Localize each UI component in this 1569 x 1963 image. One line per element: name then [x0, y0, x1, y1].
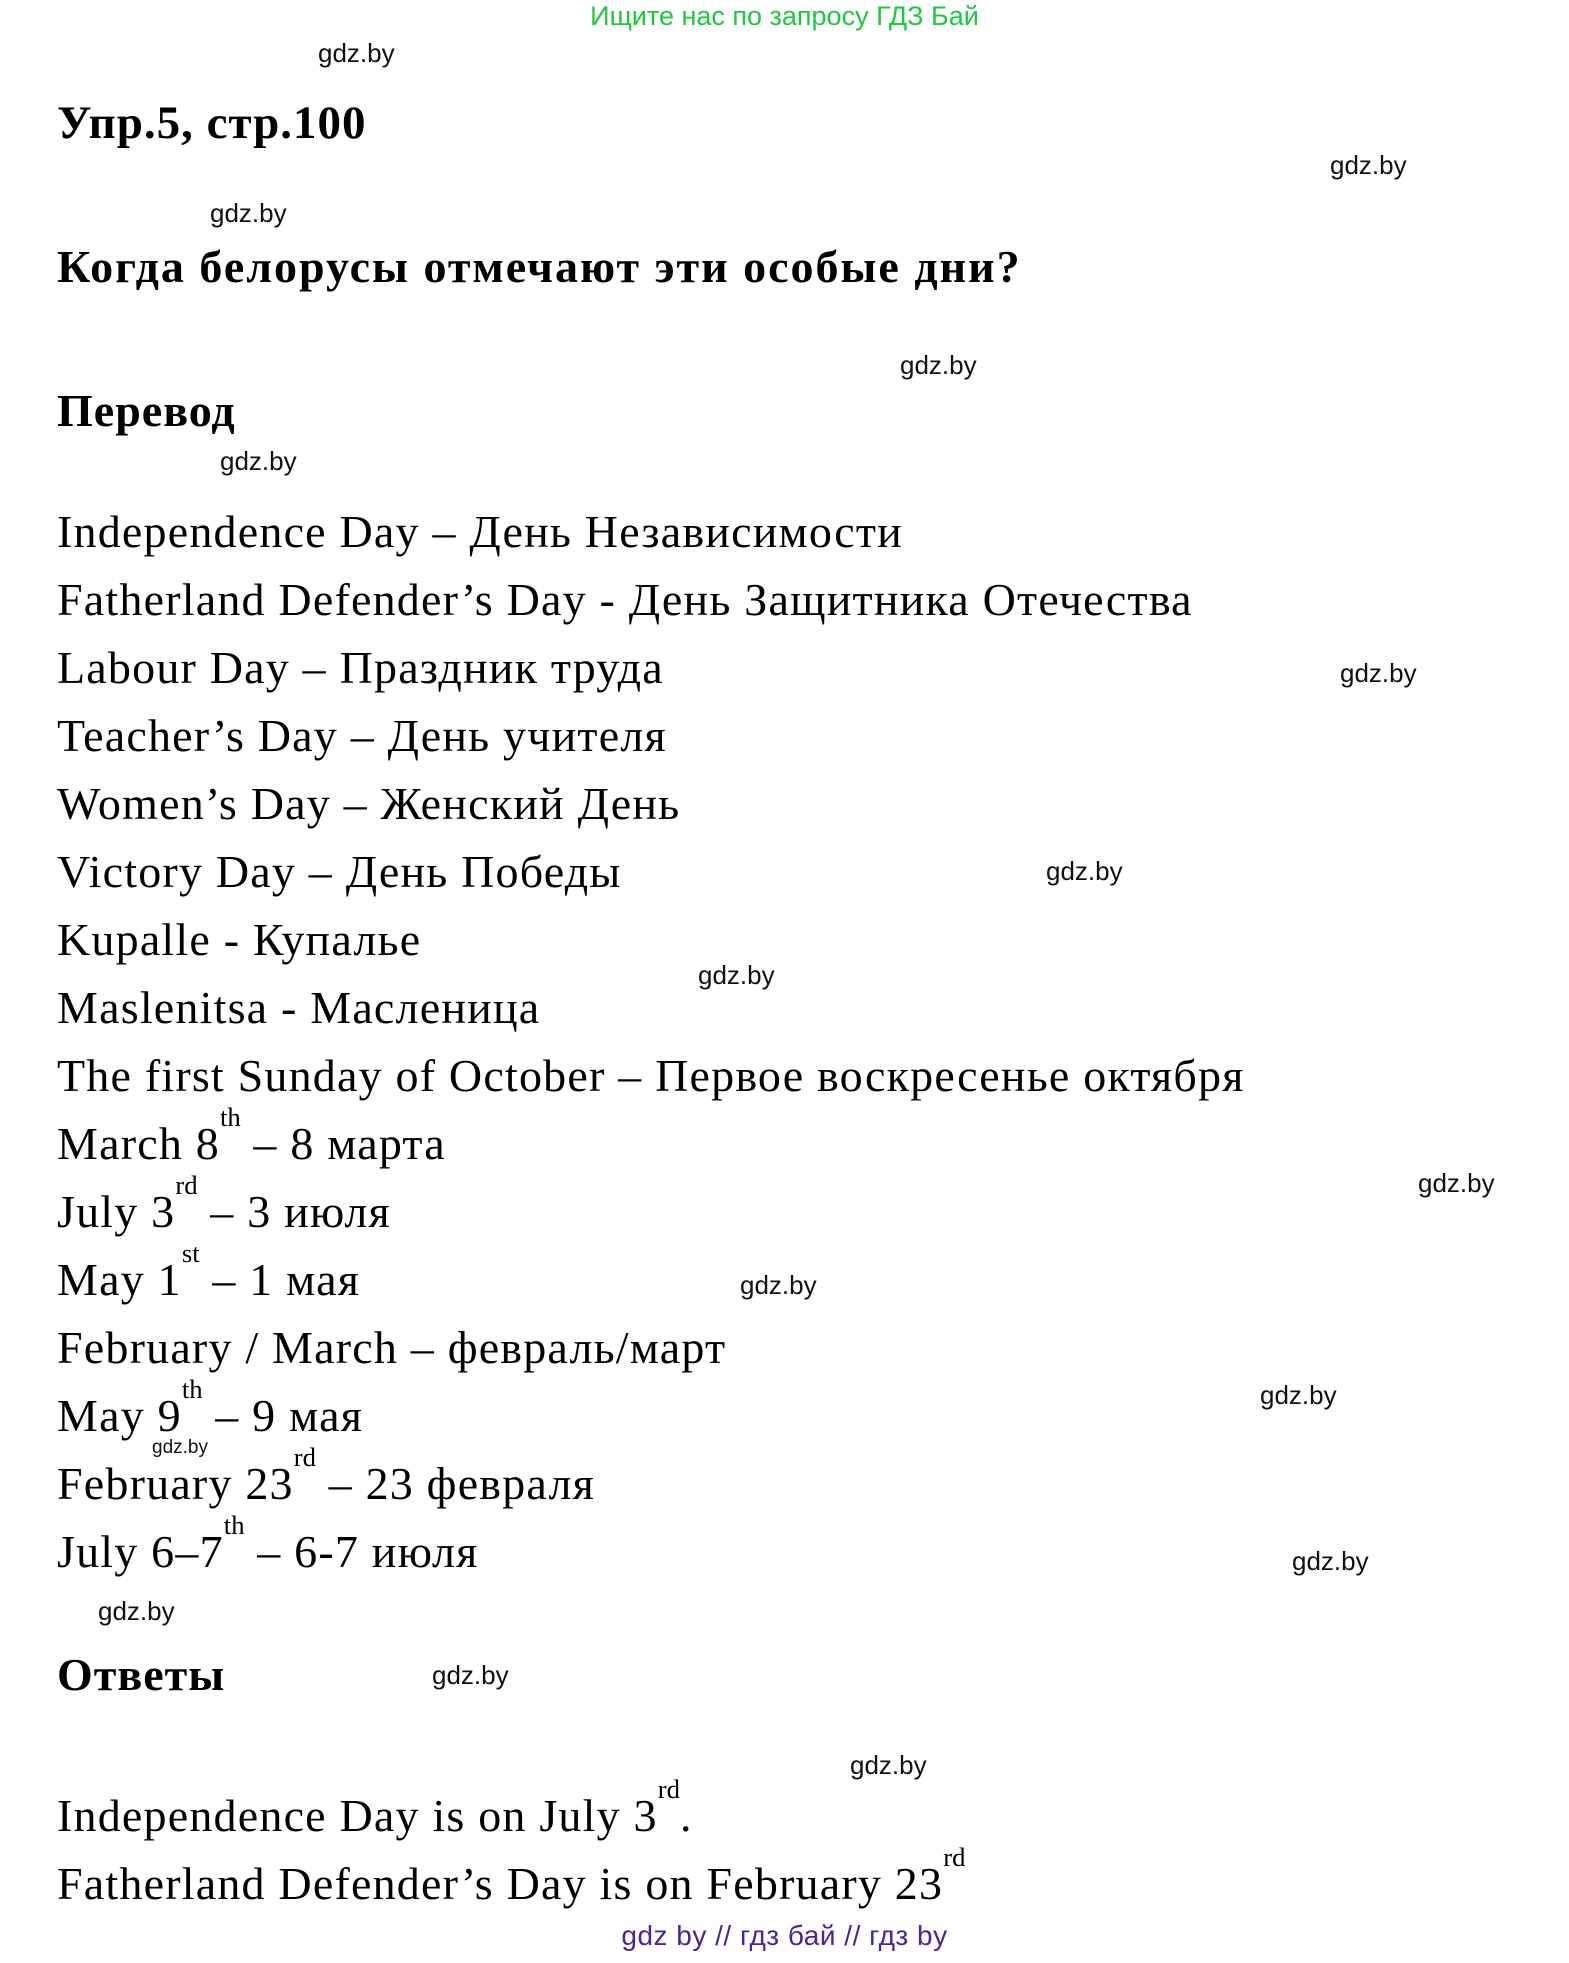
answers-heading: Ответы: [57, 1649, 226, 1700]
text-line: Labour Day – Праздник труда: [57, 642, 664, 693]
gdz-watermark: gdz.by: [698, 960, 775, 990]
gdz-watermark: gdz.by: [850, 1750, 927, 1780]
exercise-heading: Упр.5, стр.100: [57, 97, 367, 149]
gdz-watermark: gdz.by: [1292, 1546, 1369, 1576]
gdz-watermark: gdz.by: [900, 350, 977, 380]
gdz-watermark: gdz.by: [1340, 658, 1417, 688]
text-line: July 3rd – 3 июля: [57, 1170, 391, 1237]
gdz-watermark: gdz.by: [1330, 150, 1407, 180]
gdz-watermark: gdz.by: [1418, 1168, 1495, 1198]
text-line: May 1st – 1 мая: [57, 1238, 361, 1305]
gdz-watermark: gdz.by: [1046, 856, 1123, 886]
gdz-watermark: gdz.by: [220, 446, 297, 476]
gdz-watermark: gdz.by: [318, 38, 395, 68]
text-line: July 6–7th – 6-7 июля: [57, 1510, 479, 1577]
translation-heading: Перевод: [57, 385, 236, 436]
gdz-watermark: gdz.by: [1260, 1380, 1337, 1410]
text-line: Women’s Day – Женский День: [57, 778, 681, 829]
text-line: The first Sunday of October – Первое воскресенье октября: [57, 1050, 1245, 1101]
text-line: Fatherland Defender’s Day - День Защитника Отечества: [57, 574, 1193, 625]
gdz-watermark: gdz.by: [432, 1660, 509, 1690]
gdz-watermark: gdz.by: [98, 1596, 175, 1626]
text-line: Independence Day – День Независимости: [57, 506, 903, 557]
text-line: Fatherland Defender’s Day is on February 23rd: [57, 1842, 966, 1909]
text-line: Victory Day – День Победы: [57, 846, 622, 897]
text-line: Teacher’s Day – День учителя: [57, 710, 667, 761]
translation-list: [57, 498, 1245, 1586]
text-line: March 8th – 8 марта: [57, 1102, 446, 1169]
gdz-watermark: gdz.by: [740, 1270, 817, 1300]
text-line: Kupalle - Купалье: [57, 914, 422, 965]
gdz-watermark: gdz.by: [152, 1437, 208, 1458]
text-line: February 23rd – 23 февраля: [57, 1442, 595, 1509]
gdz-watermark: gdz.by: [210, 198, 287, 228]
footer-links: gdz by // гдз бай // гдз by: [621, 1920, 948, 1951]
text-line: Maslenitsa - Масленица: [57, 982, 541, 1033]
promo-banner: Ищите нас по запросу ГДЗ Бай: [590, 1, 979, 31]
text-line: Independence Day is on July 3rd.: [57, 1774, 693, 1841]
answers-list: [57, 1774, 966, 1918]
question-heading: Когда белорусы отмечают эти особые дни?: [57, 241, 1022, 292]
text-line: May 9th – 9 мая: [57, 1374, 364, 1441]
text-line: February / March – февраль/март: [57, 1322, 727, 1373]
